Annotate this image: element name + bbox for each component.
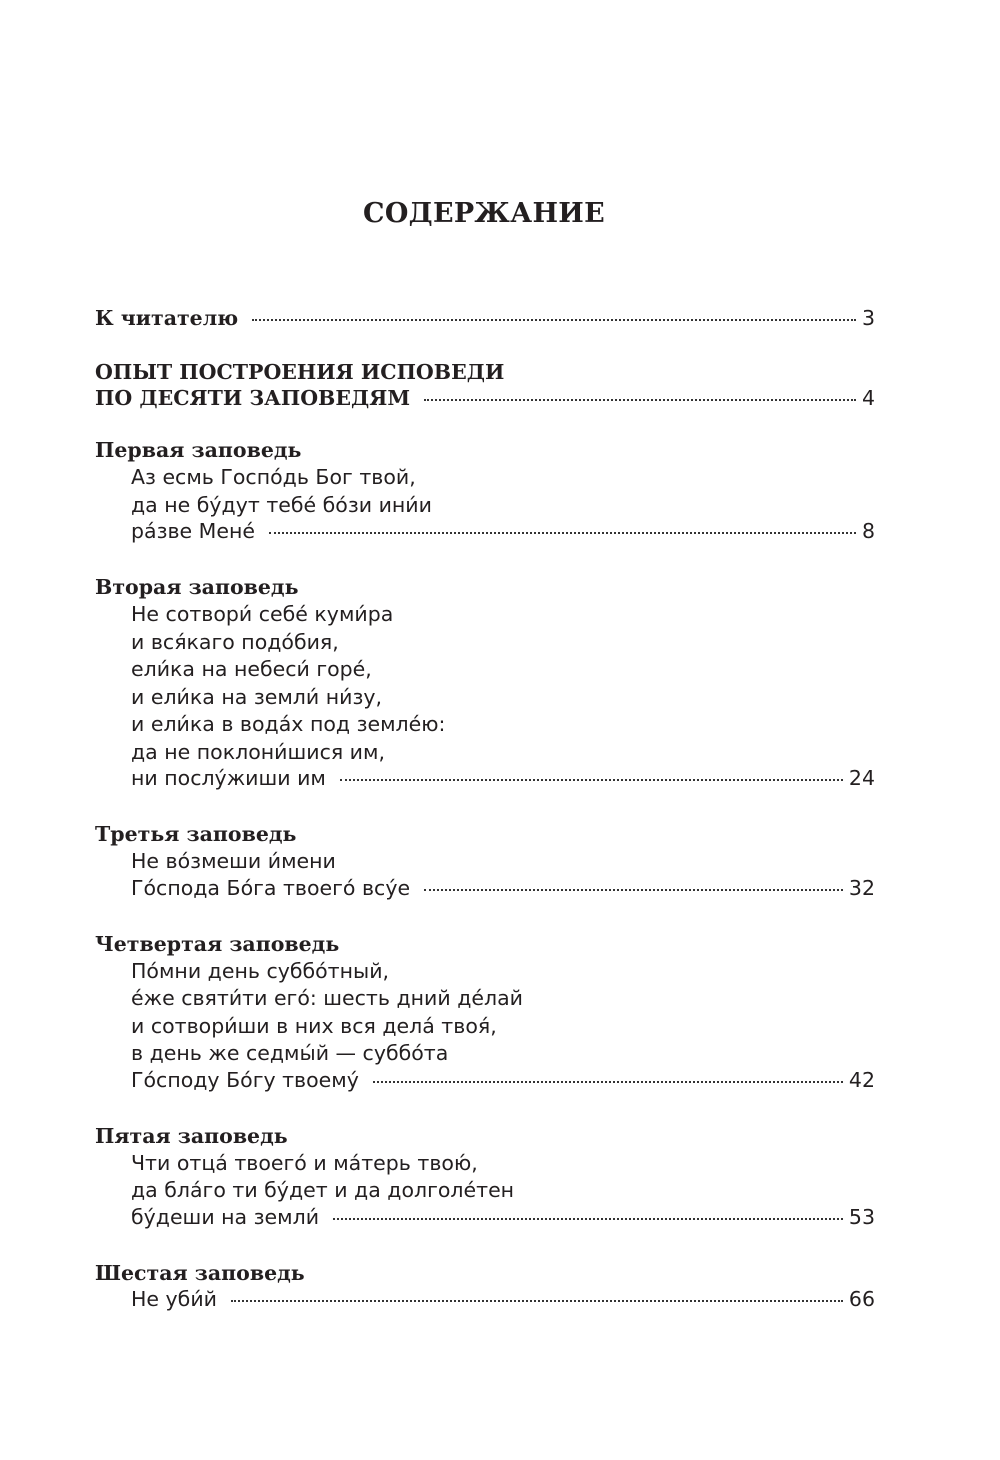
- toc-label: К читателю: [95, 306, 239, 330]
- toc-entry-commandment-4: [95, 930, 875, 1092]
- toc-row[interactable]: [95, 1068, 875, 1092]
- commandment-line: и ели́ка на земли́ ни́зу,: [131, 684, 383, 709]
- toc-row[interactable]: [95, 876, 875, 900]
- commandment-line: Го́спода Бо́га твоего́ всу́е: [131, 875, 411, 900]
- commandment-line: в день же седмы́й — суббо́та: [131, 1041, 449, 1065]
- page-number: 8: [861, 519, 875, 543]
- toc-entry-intro: [95, 306, 875, 330]
- commandment-line: и сотвори́ши в них вся дела́ твоя́,: [131, 1013, 497, 1038]
- commandment-line: е́же святи́ти его́: шесть дний де́лай: [131, 986, 523, 1010]
- page-number: 42: [848, 1067, 875, 1092]
- page-title: СОДЕРЖАНИЕ: [363, 198, 605, 229]
- commandment-line: Аз есмь Госпо́дь Бог твой,: [131, 465, 416, 489]
- page-number: 32: [848, 875, 875, 900]
- commandment-line: бу́деши на земли́: [131, 1204, 320, 1229]
- dot-leader: [333, 1218, 843, 1220]
- commandment-line: Чти отца́ твоего́ и ма́терь твою́,: [131, 1150, 478, 1175]
- commandment-line: Не уби́й: [131, 1286, 217, 1311]
- commandment-line: По́мни день суббо́тный,: [131, 958, 390, 983]
- section-heading-line1: ОПЫТ ПОСТРОЕНИЯ ИСПОВЕДИ: [95, 360, 505, 384]
- toc-row[interactable]: [95, 1287, 875, 1311]
- toc-row[interactable]: [95, 766, 875, 790]
- toc-row[interactable]: [95, 386, 875, 410]
- commandment-heading: Вторая заповедь: [95, 575, 299, 599]
- commandment-line: и ели́ка в вода́х под земле́ю:: [131, 712, 446, 736]
- commandment-heading: Первая заповедь: [95, 438, 302, 462]
- commandment-line: ра́зве Мене́: [131, 519, 256, 543]
- dot-leader: [252, 319, 856, 321]
- toc-entry-commandment-5: [95, 1122, 875, 1229]
- dot-leader: [340, 779, 843, 781]
- commandment-line: да не бу́дут тебе́ бо́зи ини́и: [131, 492, 432, 517]
- page-number: 66: [848, 1286, 875, 1311]
- table-of-contents: [95, 306, 875, 1341]
- toc-row[interactable]: [95, 306, 875, 330]
- dot-leader: [231, 1300, 843, 1302]
- commandment-line: да не поклони́шися им,: [131, 739, 385, 764]
- commandment-line: ели́ка на небеси́ горе́,: [131, 657, 372, 681]
- commandment-heading: Шестая заповедь: [95, 1260, 305, 1285]
- toc-row[interactable]: [95, 519, 875, 543]
- toc-row[interactable]: [95, 1205, 875, 1229]
- commandment-line: ни послу́жиши им: [131, 766, 326, 790]
- toc-entry-section: [95, 358, 875, 410]
- commandment-heading: Третья заповедь: [95, 822, 297, 846]
- page-number: 53: [848, 1204, 875, 1229]
- commandment-heading: Четвертая заповедь: [95, 931, 340, 956]
- dot-leader: [424, 399, 856, 401]
- toc-entry-commandment-2: [95, 573, 875, 790]
- toc-entry-commandment-1: [95, 436, 875, 543]
- commandment-line: Не во́змеши и́мени: [131, 849, 336, 873]
- commandment-line: да бла́го ти бу́дет и да долголе́тен: [131, 1178, 515, 1202]
- commandment-line: Не сотвори́ себе́ куми́ра: [131, 602, 394, 626]
- page-number: 3: [861, 306, 875, 330]
- page-number: 4: [861, 386, 875, 410]
- dot-leader: [373, 1081, 843, 1083]
- commandment-line: и вся́каго подо́бия,: [131, 629, 339, 654]
- dot-leader: [424, 889, 843, 891]
- section-heading-line2: ПО ДЕСЯТИ ЗАПОВЕДЯМ: [95, 386, 411, 410]
- commandment-line: Го́споду Бо́гу твоему́: [131, 1067, 359, 1092]
- commandment-heading: Пятая заповедь: [95, 1123, 288, 1148]
- toc-entry-commandment-3: [95, 820, 875, 900]
- toc-entry-commandment-6: [95, 1259, 875, 1311]
- dot-leader: [269, 532, 856, 534]
- page-number: 24: [848, 766, 875, 790]
